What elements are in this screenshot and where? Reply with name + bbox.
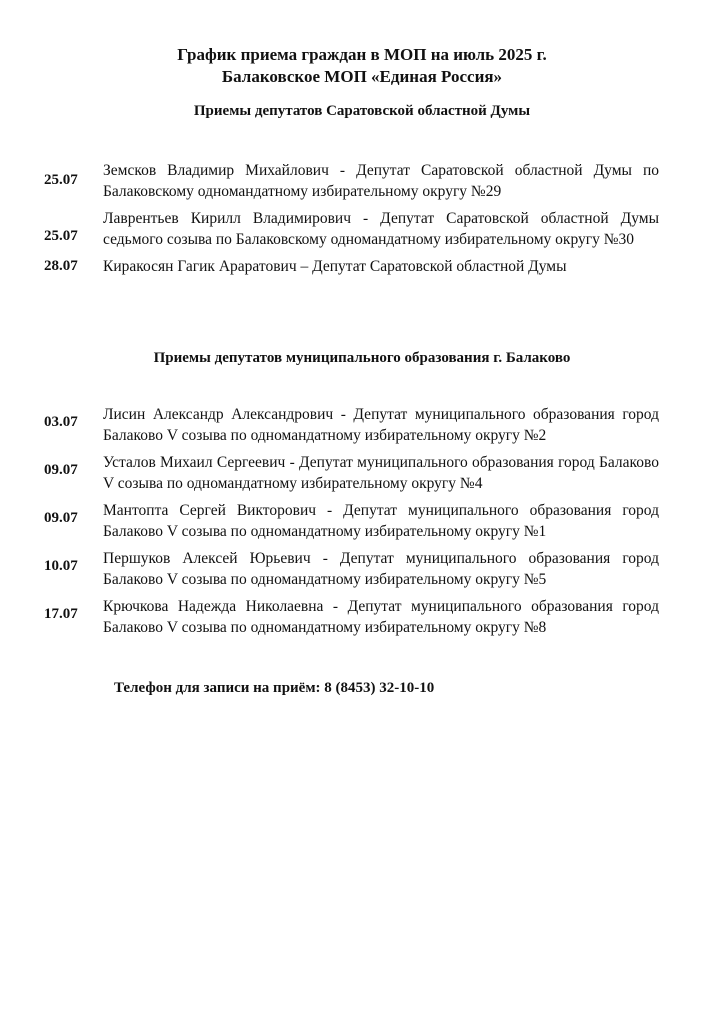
list-item <box>0 208 724 250</box>
reception-date: 25.07 <box>44 228 78 244</box>
deputy-description: Лаврентьев Кирилл Владимирович - Депутат Саратовской областной Думы седьмого созыва по Балаковскому одномандатному избирательному округу №30 <box>103 210 659 248</box>
regional-section-heading: Приемы депутатов Саратовской областной Думы <box>193 103 531 119</box>
reception-date: 09.07 <box>44 510 78 526</box>
document-title <box>0 44 724 88</box>
reception-date: 10.07 <box>44 558 78 574</box>
deputy-description: Крючкова Надежда Николаевна - Депутат муниципального образования город Балаково V созыва по одномандатному избирательному округу №8 <box>103 598 659 636</box>
deputy-description: Мантопта Сергей Викторович - Депутат муниципального образования город Балаково V созыва по одномандатному избирательному округу №1 <box>103 502 659 540</box>
list-item <box>0 160 724 202</box>
list-item <box>0 404 724 446</box>
reception-date: 17.07 <box>44 606 78 622</box>
list-item <box>0 548 724 590</box>
list-item <box>0 596 724 638</box>
deputy-description: Земсков Владимир Михайлович - Депутат Саратовской областной Думы по Балаковскому одномандатному избирательному округу №29 <box>103 162 659 200</box>
list-item <box>0 452 724 494</box>
list-item <box>0 500 724 542</box>
regional-schedule-list <box>0 160 724 283</box>
reception-date: 03.07 <box>44 414 78 430</box>
title-line-2: Балаковское МОП «Единая Россия» <box>221 67 503 86</box>
reception-date: 09.07 <box>44 462 78 478</box>
municipal-schedule-list <box>0 404 724 644</box>
deputy-description: Першуков Алексей Юрьевич - Депутат муниципального образования город Балаково V созыва по одномандатному избирательному округу №5 <box>103 550 659 588</box>
deputy-description: Лисин Александр Александрович - Депутат муниципального образования город Балаково V созыва по одномандатному избирательному округу №2 <box>103 406 659 444</box>
title-line-1: График приема граждан в МОП на июль 2025 г. <box>177 45 547 64</box>
appointment-phone: Телефон для записи на приём: 8 (8453) 32-10-10 <box>114 680 435 696</box>
reception-date: 28.07 <box>44 258 78 274</box>
list-item <box>0 256 724 277</box>
reception-date: 25.07 <box>44 172 78 188</box>
municipal-section-heading: Приемы депутатов муниципального образования г. Балаково <box>153 350 571 366</box>
deputy-description: Усталов Михаил Сергеевич - Депутат муниципального образования город Балаково V созыва по одномандатному избирательному округу №4 <box>103 454 659 492</box>
deputy-description: Киракосян Гагик Араратович – Депутат Саратовской областной Думы <box>103 258 567 275</box>
